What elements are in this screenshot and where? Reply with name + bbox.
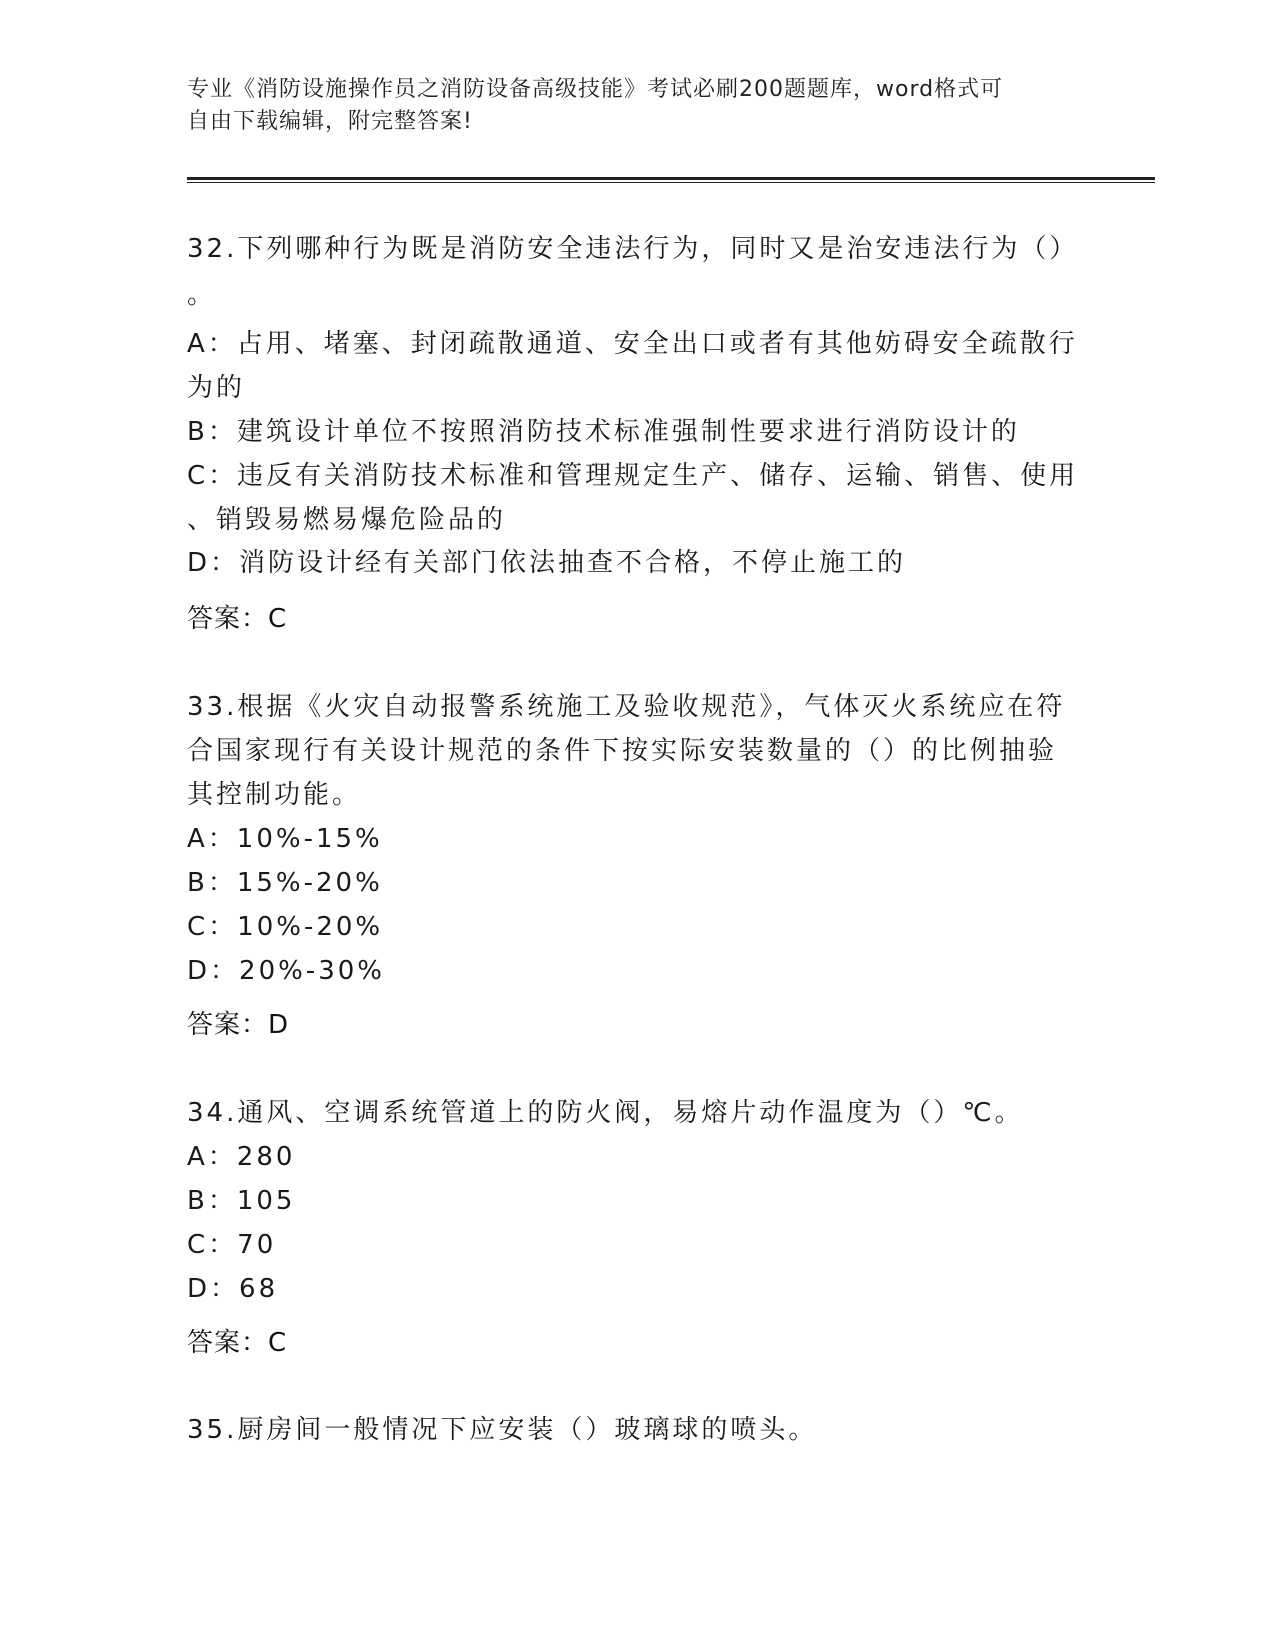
question-32-option-b: B：建筑设计单位不按照消防技术标准强制性要求进行消防设计的 (187, 417, 1020, 447)
question-34-option-d: D：68 (187, 1274, 279, 1304)
question-34-option-a: A：280 (187, 1142, 296, 1172)
question-33-title-line-1: 33.根据《火灾自动报警系统施工及验收规范》，气体灭火系统应在符 (187, 692, 1066, 722)
question-34-answer: 答案：C (187, 1328, 288, 1358)
question-34-option-b: B：105 (187, 1186, 296, 1216)
question-33-option-d: D：20%-30% (187, 956, 385, 986)
question-34-title: 34.通风、空调系统管道上的防火阀，易熔片动作温度为（）℃。 (187, 1098, 1024, 1128)
question-35-title: 35.厨房间一般情况下应安装（）玻璃球的喷头。 (187, 1415, 818, 1445)
question-32-title-line-2: 。 (187, 280, 217, 310)
question-32-option-c-line-1: C：违反有关消防技术标准和管理规定生产、储存、运输、销售、使用 (187, 461, 1079, 491)
header-divider-thick (187, 177, 1155, 180)
question-32-option-d: D：消防设计经有关部门依法抽查不合格，不停止施工的 (187, 548, 907, 578)
question-33-option-a: A：10%-15% (187, 824, 383, 854)
header-line-2: 自由下载编辑，附完整答案! (187, 109, 473, 134)
question-32-option-a-line-1: A：占用、堵塞、封闭疏散通道、安全出口或者有其他妨碍安全疏散行 (187, 329, 1078, 359)
question-33-title-line-3: 其控制功能。 (187, 780, 362, 810)
question-33-option-b: B：15%-20% (187, 868, 383, 898)
header-line-1: 专业《消防设施操作员之消防设备高级技能》考试必刷200题题库，word格式可 (187, 77, 1004, 102)
document-header (187, 74, 1067, 138)
question-34-option-c: C：70 (187, 1230, 277, 1260)
question-32-option-c-line-2: 、销毁易燃易爆危险品的 (187, 505, 507, 535)
question-32-title-line-1: 32.下列哪种行为既是消防安全违法行为，同时又是治安违法行为（） (187, 234, 1079, 264)
question-33-option-c: C：10%-20% (187, 912, 384, 942)
question-32-option-a-line-2: 为的 (187, 373, 246, 403)
header-divider-thin (187, 182, 1155, 183)
question-33-answer: 答案：D (187, 1010, 290, 1040)
question-33-title-line-2: 合国家现行有关设计规范的条件下按实际安装数量的（）的比例抽验 (187, 736, 1058, 766)
question-32-answer: 答案：C (187, 604, 288, 634)
